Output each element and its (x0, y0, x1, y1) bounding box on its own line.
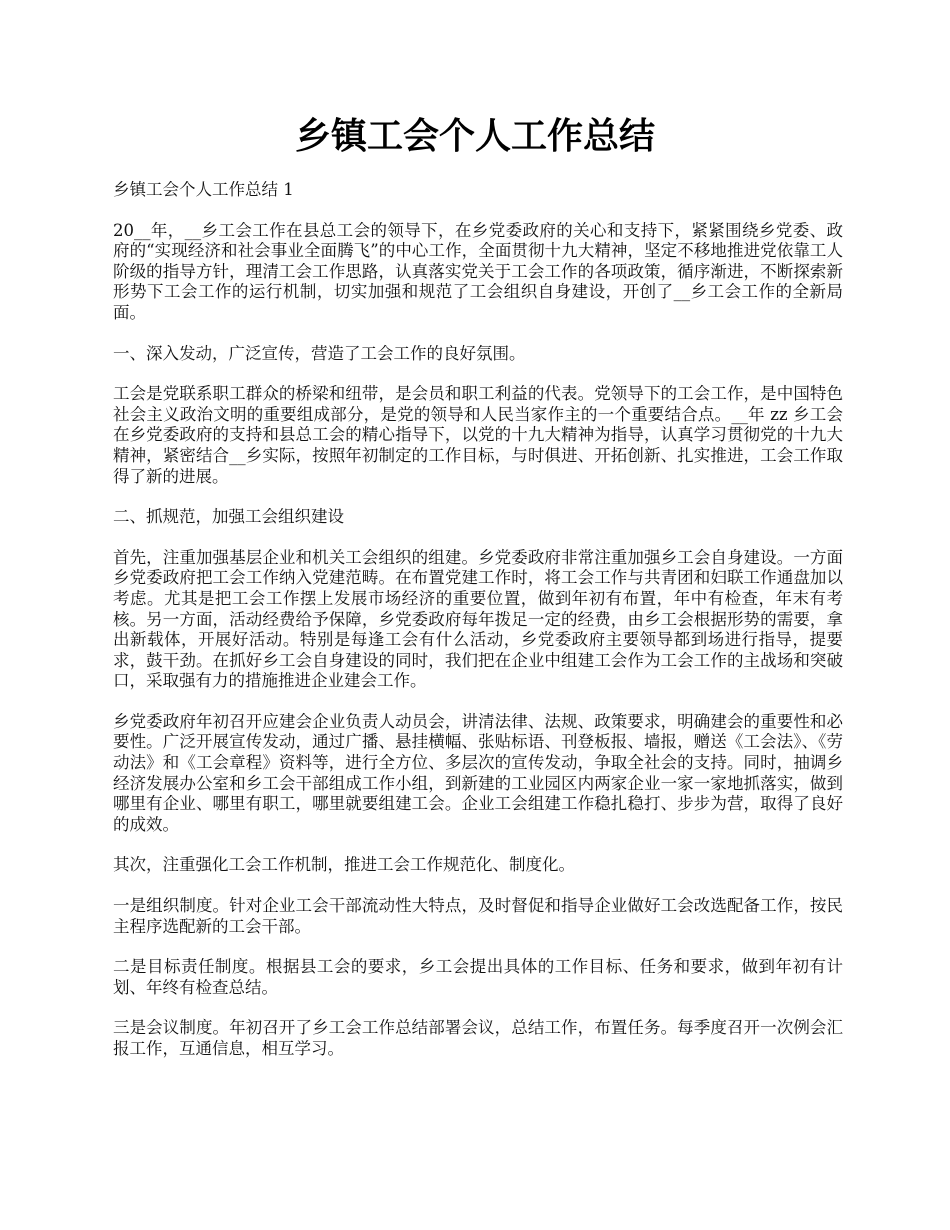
paragraph-intro: 20__年，__乡工会工作在县总工会的领导下，在乡党委政府的关心和支持下，紧紧围绕乡党委、政府的“实现经济和社会事业全面腾飞”的中心工作，全面贯彻十九大精神，坚定不移地推进党依靠工人阶级的指导方针，理清工会工作思路，认真落实党关于工会工作的各项政策，循序渐进，不断探索新形势下工会工作的运行机制，切实加强和规范了工会组织自身建设，开创了__乡工会工作的全新局面。 (113, 220, 843, 322)
paragraph: 三是会议制度。年初召开了乡工会工作总结部署会议，总结工作，布置任务。每季度召开一次例会汇报工作，互通信息，相互学习。 (113, 1018, 843, 1058)
section-heading-2: 二、抓规范，加强工会组织建设 (113, 507, 344, 527)
paragraph: 一是组织制度。针对企业工会干部流动性大特点，及时督促和指导企业做好工会改选配备工作，按民主程序选配新的工会干部。 (113, 896, 843, 936)
paragraph: 工会是党联系职工群众的桥梁和纽带，是会员和职工利益的代表。党领导下的工会工作，是中国特色社会主义政治文明的重要组成部分，是党的领导和人民当家作主的一个重要结合点。__年 zz 乡工会在乡党委政府的支持和县总工会的精心指导下，以党的十九大精神为指导，认真学习贯彻党的十九大精神，紧密结合__乡实际，按照年初制定的工作目标，与时俱进、开拓创新、扎实推进，工会工作取得了新的进展。 (113, 384, 843, 486)
document-subtitle: 乡镇工会个人工作总结 1 (113, 180, 294, 199)
document-body (113, 180, 843, 1080)
paragraph: 二是目标责任制度。根据县工会的要求，乡工会提出具体的工作目标、任务和要求，做到年初有计划、年终有检查总结。 (113, 957, 843, 997)
paragraph: 首先，注重加强基层企业和机关工会组织的组建。乡党委政府非常注重加强乡工会自身建设。一方面乡党委政府把工会工作纳入党建范畴。在布置党建工作时，将工会工作与共青团和妇联工作通盘加以考虑。尤其是把工会工作摆上发展市场经济的重要位置，做到年初有布置，年中有检查，年末有考核。另一方面，活动经费给予保障，乡党委政府每年拨足一定的经费，由乡工会根据形势的需要，拿出新载体，开展好活动。特别是每逢工会有什么活动，乡党委政府主要领导都到场进行指导，提要求，鼓干劲。在抓好乡工会自身建设的同时，我们把在企业中组建工会作为工会工作的主战场和突破口，采取强有力的措施推进企业建会工作。 (113, 547, 843, 691)
document-title: 乡镇工会个人工作总结 (294, 115, 655, 157)
section-heading-1: 一、深入发动，广泛宣传，营造了工会工作的良好氛围。 (113, 343, 526, 363)
paragraph: 乡党委政府年初召开应建会企业负责人动员会，讲清法律、法规、政策要求，明确建会的重要性和必要性。广泛开展宣传发动，通过广播、悬挂横幅、张贴标语、刊登板报、墙报，赠送《工会法》、《劳动法》和《工会章程》资料等，进行全方位、多层次的宣传发动，争取全社会的支持。同时，抽调乡经济发展办公室和乡工会干部组成工作小组，到新建的工业园区内两家企业一家一家地抓落实，做到哪里有企业、哪里有职工，哪里就要组建工会。企业工会组建工作稳扎稳打、步步为营，取得了良好的成效。 (113, 711, 843, 834)
paragraph: 其次，注重强化工会工作机制，推进工会工作规范化、制度化。 (113, 855, 575, 875)
